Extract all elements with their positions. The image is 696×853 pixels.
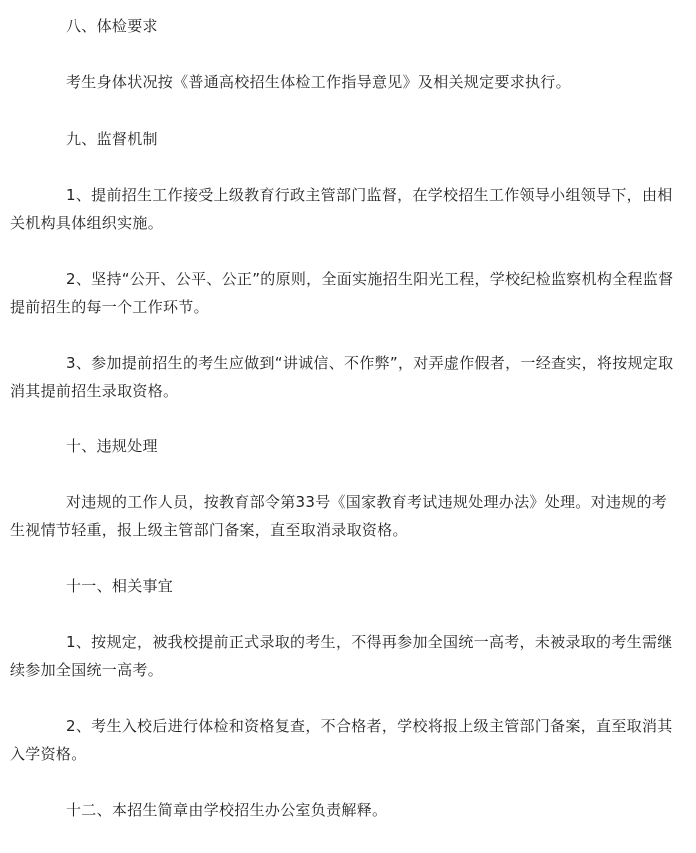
heading-related-matters: 十一、相关事宜 <box>66 577 174 595</box>
heading-interpretation: 十二、本招生简章由学校招生办公室负责解释。 <box>66 801 388 819</box>
paragraph-related-1: 1、按规定，被我校提前正式录取的考生，不得再参加全国统一高考，未被录取的考生需继续参加全国统一高考。 <box>10 633 673 679</box>
paragraph-related-2: 2、考生入校后进行体检和资格复查，不合格者，学校将报上级主管部门备案，直至取消其入学资格。 <box>10 717 673 763</box>
heading-violations: 十、违规处理 <box>66 437 158 455</box>
paragraph-physical-exam: 考生身体状况按《普通高校招生体检工作指导意见》及相关规定要求执行。 <box>66 73 571 91</box>
heading-physical-exam: 八、体检要求 <box>66 17 158 35</box>
paragraph-supervision-1: 1、提前招生工作接受上级教育行政主管部门监督，在学校招生工作领导小组领导下，由相关机构具体组织实施。 <box>10 186 673 232</box>
paragraph-supervision-2: 2、坚持“公开、公平、公正”的原则，全面实施招生阳光工程，学校纪检监察机构全程监督提前招生的每一个工作环节。 <box>10 270 674 316</box>
paragraph-violations: 对违规的工作人员，按教育部令第33号《国家教育考试违规处理办法》处理。对违规的考生视情节轻重，报上级主管部门备案，直至取消录取资格。 <box>10 493 668 539</box>
heading-supervision: 九、监督机制 <box>66 130 158 148</box>
paragraph-supervision-3: 3、参加提前招生的考生应做到“讲诚信、不作弊”，对弄虚作假者，一经查实，将按规定取消其提前招生录取资格。 <box>10 354 674 400</box>
